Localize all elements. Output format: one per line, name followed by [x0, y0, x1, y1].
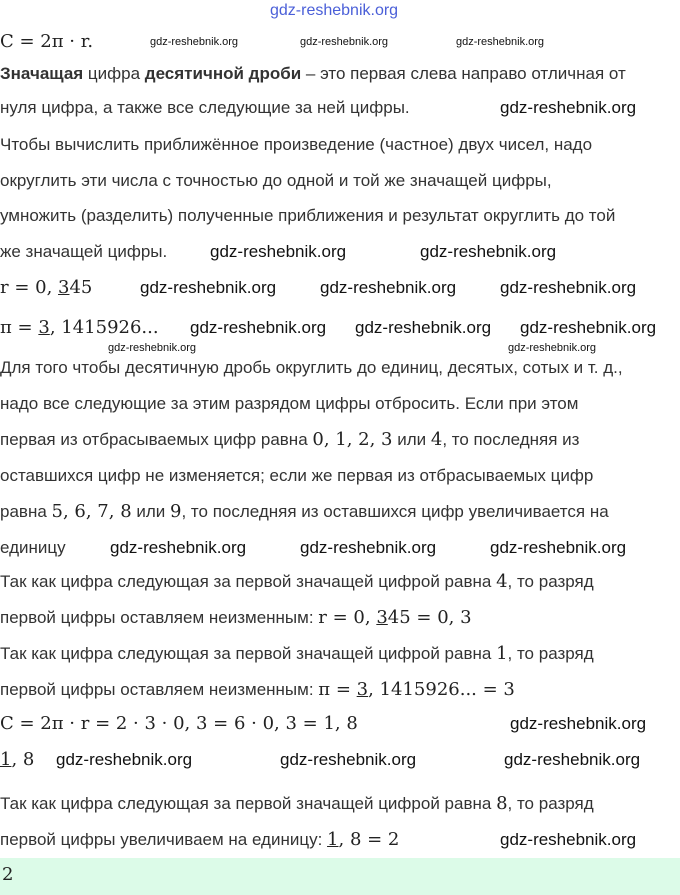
text: π =	[0, 317, 39, 338]
watermark: gdz-reshebnik.org	[110, 538, 247, 557]
watermark: gdz-reshebnik.org	[210, 242, 347, 261]
text: первой цифры оставляем неизменным:	[0, 680, 319, 699]
math	[318, 679, 515, 700]
paragraph-line	[0, 429, 579, 451]
watermark: gdz-reshebnik.org	[280, 750, 417, 769]
text: , то разряд	[507, 644, 594, 663]
paragraph-line: надо все следующие за этим разрядом цифры отбросить. Если при этом	[0, 394, 579, 413]
step1-line-2	[0, 607, 472, 629]
calculation: C = 2π · r = 2 · 3 · 0, 3 = 6 · 0, 3 = 1, 8	[0, 713, 358, 734]
paragraph-line: умножить (разделить) полученные приближения и результат округлить до той	[0, 206, 616, 225]
answer-value: 2	[2, 864, 14, 885]
step2-line-2	[0, 679, 515, 701]
text: , то последняя из	[442, 430, 580, 449]
term: Значащая	[0, 64, 84, 83]
significant-digit: 1	[327, 829, 339, 850]
text: , 1415926... = 3	[368, 679, 515, 700]
text: равна	[0, 502, 52, 521]
watermark: gdz-reshebnik.org	[300, 538, 437, 557]
significant-digit: 3	[38, 317, 50, 338]
paragraph-line	[0, 501, 609, 523]
header-watermark: gdz-reshebnik.org	[270, 2, 399, 19]
paragraph-line: же значащей цифры.	[0, 242, 168, 261]
watermark: gdz-reshebnik.org	[355, 318, 492, 337]
math: 4	[496, 571, 508, 592]
text: π =	[318, 679, 357, 700]
step3-line-2	[0, 829, 399, 851]
text: , 8	[11, 749, 35, 770]
math: 4	[430, 429, 443, 450]
text: r = 0,	[318, 607, 377, 628]
text: , то разряд	[507, 572, 594, 591]
text: первой цифры увеличиваем на единицу:	[0, 830, 328, 849]
step3-line-1	[0, 793, 594, 815]
paragraph-line: единицу	[0, 538, 66, 557]
significant-digit: 3	[356, 679, 369, 700]
definition-line-1	[0, 63, 626, 85]
formula-pi	[0, 317, 159, 339]
intermediate-value	[0, 749, 34, 771]
watermark: gdz-reshebnik.org	[490, 538, 627, 557]
text: Так как цифра следующая за первой значащей цифрой равна	[0, 572, 497, 591]
text: , 1415926...	[49, 317, 159, 338]
text: цифра	[83, 64, 145, 83]
significant-digit: 1	[0, 749, 12, 770]
watermark: gdz-reshebnik.org	[150, 36, 239, 48]
watermark: gdz-reshebnik.org	[508, 342, 597, 354]
paragraph-line: Чтобы вычислить приближённое произведение (частное) двух чисел, надо	[0, 135, 593, 154]
formula-r	[0, 277, 92, 299]
watermark: gdz-reshebnik.org	[320, 278, 457, 297]
text: или	[131, 502, 171, 521]
text: – это первая слева направо отличная от	[301, 64, 626, 83]
paragraph-line: Для того чтобы десятичную дробь округлить до единиц, десятых, сотых и т. д.,	[0, 358, 623, 377]
watermark: gdz-reshebnik.org	[190, 318, 327, 337]
step2-line-1	[0, 643, 594, 665]
step1-line-1	[0, 571, 594, 593]
math	[327, 829, 399, 850]
math: 1	[496, 643, 508, 664]
watermark: gdz-reshebnik.org	[140, 278, 277, 297]
watermark: gdz-reshebnik.org	[108, 342, 197, 354]
text: , 8 = 2	[338, 829, 400, 850]
definition-line-2: нуля цифра, а также все следующие за ней цифры.	[0, 98, 410, 117]
watermark: gdz-reshebnik.org	[510, 714, 647, 733]
text: первой цифры оставляем неизменным:	[0, 608, 319, 627]
text: Так как цифра следующая за первой значащей цифрой равна	[0, 794, 497, 813]
answer-box	[0, 858, 680, 895]
math: 9	[170, 501, 182, 522]
watermark: gdz-reshebnik.org	[56, 750, 193, 769]
paragraph-line: округлить эти числа с точностью до одной и той же значащей цифры,	[0, 171, 552, 190]
watermark: gdz-reshebnik.org	[500, 278, 637, 297]
watermark: gdz-reshebnik.org	[456, 36, 545, 48]
significant-digit: 3	[58, 277, 70, 298]
watermark: gdz-reshebnik.org	[420, 242, 557, 261]
math	[318, 607, 471, 628]
math: 5, 6, 7, 8	[51, 501, 132, 522]
text: или	[392, 430, 431, 449]
watermark: gdz-reshebnik.org	[500, 830, 637, 849]
text: Так как цифра следующая за первой значащей цифрой равна	[0, 644, 497, 663]
text: первая из отбрасываемых цифр равна	[0, 430, 313, 449]
watermark: gdz-reshebnik.org	[300, 36, 389, 48]
text: r = 0,	[0, 277, 59, 298]
math: 0, 1, 2, 3	[312, 429, 393, 450]
significant-digit: 3	[376, 607, 388, 628]
text: , то последняя из оставшихся цифр увеличивается на	[181, 502, 609, 521]
text: , то разряд	[507, 794, 594, 813]
text: 45 = 0, 3	[387, 607, 472, 628]
term: десятичной дроби	[144, 64, 302, 83]
math: 8	[496, 793, 508, 814]
watermark: gdz-reshebnik.org	[500, 98, 637, 117]
text: 45	[69, 277, 93, 298]
watermark: gdz-reshebnik.org	[504, 750, 641, 769]
formula-circumference: C = 2π · r.	[0, 31, 94, 52]
paragraph-line: оставшихся цифр не изменяется; если же первая из отбрасываемых цифр	[0, 466, 594, 485]
watermark: gdz-reshebnik.org	[520, 318, 657, 337]
